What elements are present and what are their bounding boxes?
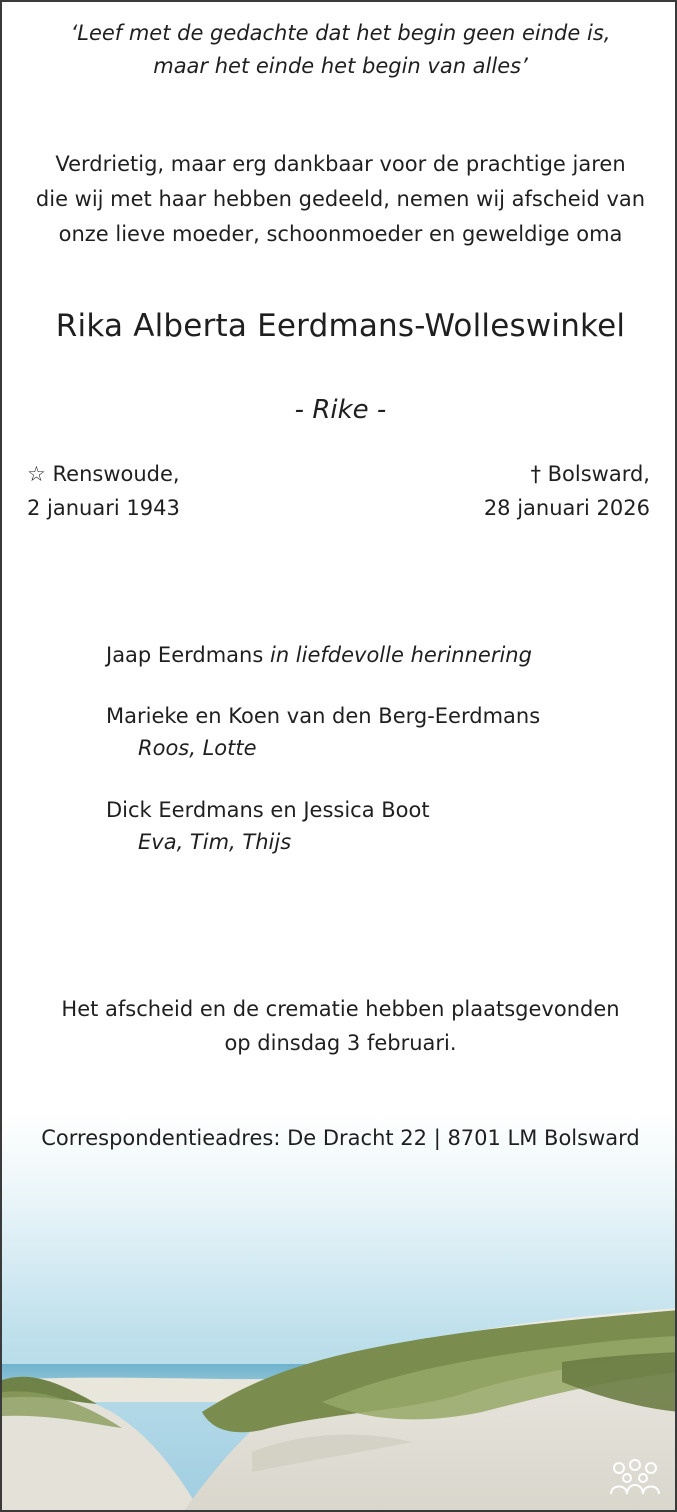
intro-line-1: Verdrietig, maar erg dankbaar voor de prachtige jaren: [55, 152, 626, 176]
death-info: [484, 457, 650, 525]
intro-line-3: onze lieve moeder, schoonmoeder en geweldige oma: [58, 222, 623, 246]
deceased-nickname: - Rike -: [294, 395, 387, 425]
quote: [2, 17, 677, 83]
family-3-name: Dick Eerdmans en Jessica Boot: [106, 798, 430, 822]
family-member-2: [106, 700, 540, 764]
family-member-3: [106, 794, 430, 858]
dagger-icon: †: [530, 462, 541, 486]
family-1-note: in liefdevolle herinnering: [269, 643, 532, 667]
intro-line-2: die wij met haar hebben gedeeld, nemen wij afscheid van: [35, 187, 646, 211]
quote-line-1: ‘Leef met de gedachte dat het begin geen einde is,: [70, 21, 611, 45]
birth-place: Renswoude,: [52, 462, 180, 486]
correspondence-address: Correspondentieadres: De Dracht 22 | 8701 LM Bolsward: [41, 1126, 640, 1150]
intro-text: [2, 147, 677, 252]
family-3-children: Eva, Tim, Thijs: [138, 830, 292, 854]
family-2-children: Roos, Lotte: [138, 736, 257, 760]
birth-info: [27, 457, 180, 525]
death-place: Bolsward,: [547, 462, 650, 486]
ceremony-line-1: Het afscheid en de crematie hebben plaatsgevonden: [61, 997, 620, 1021]
birth-date: 2 januari 1943: [27, 496, 180, 520]
star-icon: ☆: [27, 462, 46, 486]
family-member-1: [106, 639, 532, 671]
quote-line-2: maar het einde het begin van alles’: [153, 54, 528, 78]
family-2-name: Marieke en Koen van den Berg-Eerdmans: [106, 704, 541, 728]
death-date: 28 januari 2026: [483, 496, 650, 520]
dunes-seascape-image: [2, 1112, 677, 1512]
family-1-name: Jaap Eerdmans: [106, 643, 264, 667]
people-group-logo-icon: [609, 1458, 661, 1498]
deceased-full-name: Rika Alberta Eerdmans-Wolleswinkel: [55, 308, 626, 344]
ceremony-line-2: op dinsdag 3 februari.: [224, 1031, 457, 1055]
ceremony-text: [2, 992, 677, 1060]
